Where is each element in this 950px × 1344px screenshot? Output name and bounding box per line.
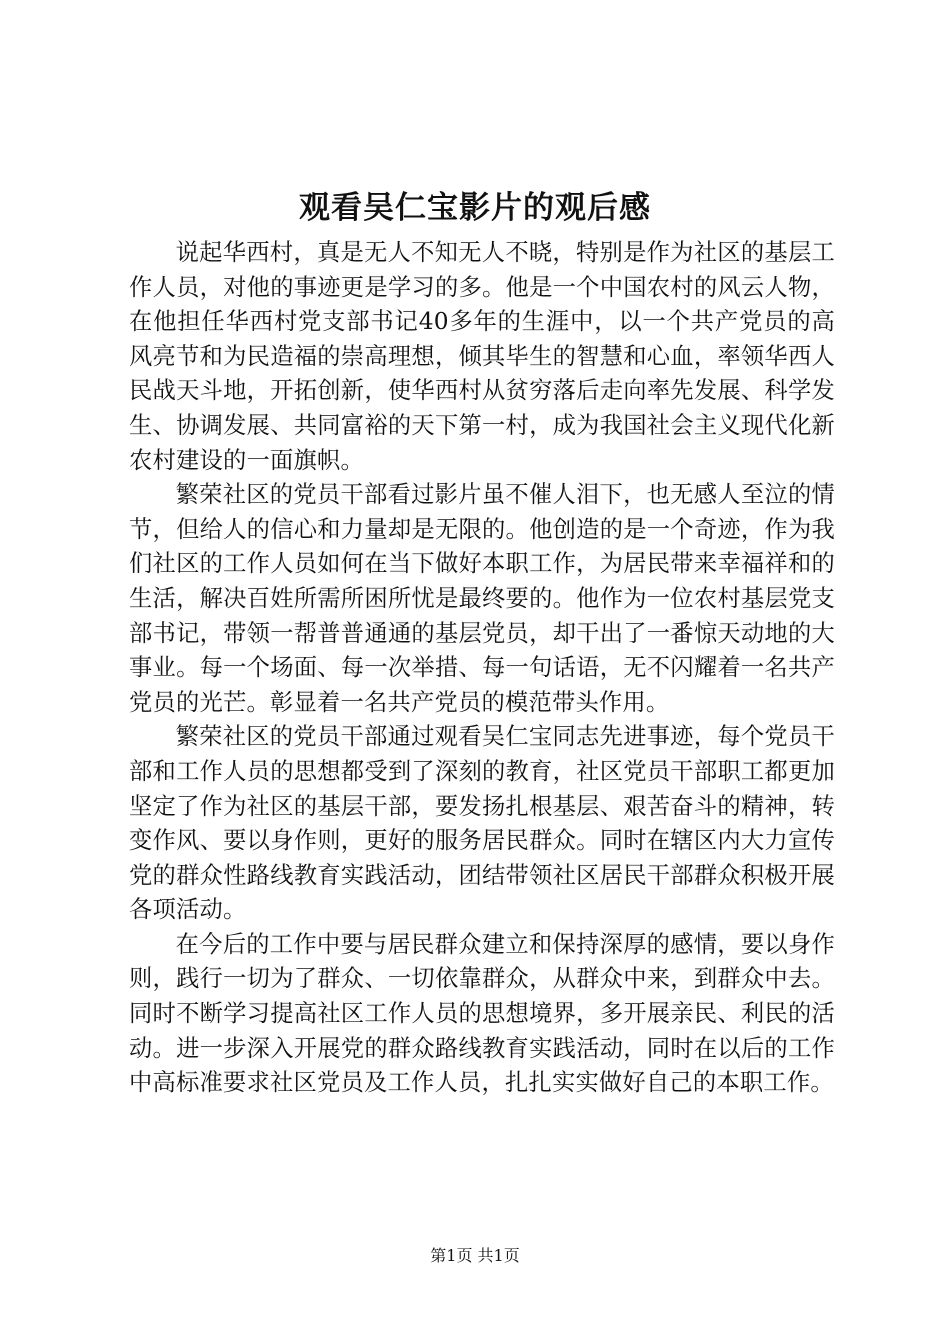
paragraph-4: 在今后的工作中要与居民群众建立和保持深厚的感情，要以身作则，践行一切为了群众、一切依靠群众，从群众中来，到群众中去。同时不断学习提高社区工作人员的思想境界，多开展亲民、利民的活动。进一步深入开展党的群众路线教育实践活动，同时在以后的工作中高标准要求社区党员及工作人员，扎扎实实做好自己的本职工作。 (129, 930, 835, 1097)
paragraph-3: 繁荣社区的党员干部通过观看吴仁宝同志先进事迹，每个党员干部和工作人员的思想都受到了深刻的教育，社区党员干部职工都更加坚定了作为社区的基层干部，要发扬扎根基层、艰苦奋斗的精神，转变作风、要以身作则，更好的服务居民群众。同时在辖区内大力宣传党的群众性路线教育实践活动，团结带领社区居民干部群众积极开展各项活动。 (129, 723, 835, 924)
page-footer: 第1页 共1页 (430, 1246, 520, 1265)
paragraph-2: 繁荣社区的党员干部看过影片虽不催人泪下，也无感人至泣的情节，但给人的信心和力量却是无限的。他创造的是一个奇迹，作为我们社区的工作人员如何在当下做好本职工作，为居民带来幸福祥和的生活，解决百姓所需所困所忧是最终要的。他作为一位农村基层党支部书记，带领一帮普普通通的基层党员，却干出了一番惊天动地的大事业。每一个场面、每一次举措、每一句话语，无不闪耀着一名共产党员的光芒。彰显着一名共产党员的模范带头作用。 (129, 481, 835, 716)
document-title: 观看吴仁宝影片的观后感 (299, 190, 651, 226)
paragraph-1: 说起华西村，真是无人不知无人不晓，特别是作为社区的基层工作人员，对他的事迹更是学习的多。他是一个中国农村的风云人物，在他担任华西村党支部书记40多年的生涯中，以一个共产党员的高风亮节和为民造福的崇高理想，倾其毕生的智慧和心血，率领华西人民战天斗地，开拓创新，使华西村从贫穷落后走向率先发展、科学发生、协调发展、共同富裕的天下第一村，成为我国社会主义现代化新农村建设的一面旗帜。 (129, 239, 835, 474)
document-body (129, 236, 835, 1101)
